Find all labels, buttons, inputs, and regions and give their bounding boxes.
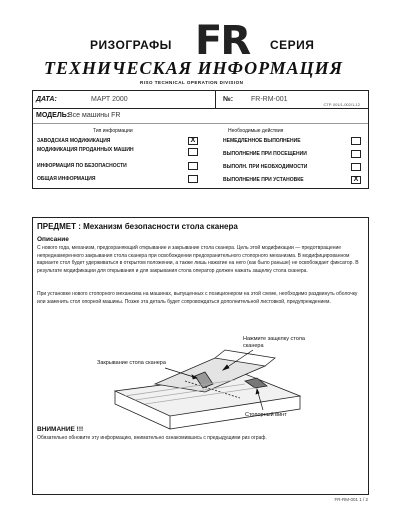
model-value: Все машины FR xyxy=(68,112,121,119)
subject-title: ПРЕДМЕТ : Механизм безопасности стола сканера xyxy=(37,222,238,231)
date-value: МАРТ 2000 xyxy=(91,96,128,103)
action-checkbox-visit[interactable] xyxy=(351,150,361,158)
type-checkbox-factory[interactable]: X xyxy=(188,137,198,145)
type-label-safety: ИНФОРМАЦИЯ ПО БЕЗОПАСНОСТИ xyxy=(37,163,127,169)
number-value: FR-RM-001 xyxy=(251,96,288,103)
fr-logo: FR xyxy=(195,18,250,64)
info-type-box xyxy=(33,123,368,188)
action-checkbox-install[interactable]: X xyxy=(351,176,361,184)
action-label-install: ВЫПОЛНЕНИЕ ПРИ УСТАНОВКЕ xyxy=(223,177,304,183)
subject-section xyxy=(32,217,369,495)
type-checkbox-safety[interactable] xyxy=(188,162,198,170)
model-row xyxy=(33,109,368,123)
info-type-header: Тип информации xyxy=(93,128,133,134)
date-row xyxy=(33,91,368,109)
type-label-general: ОБЩАЯ ИНФОРМАЦИЯ xyxy=(37,176,96,182)
date-divider xyxy=(215,91,216,109)
action-label-visit: ВЫПОЛНЕНИЕ ПРИ ПОСЕЩЕНИИ xyxy=(223,151,307,157)
doc-info-frame xyxy=(32,90,369,189)
figure-label-stop-screw: Стопорный винт xyxy=(245,412,287,418)
number-label: №: xyxy=(223,96,234,103)
type-checkbox-sold[interactable] xyxy=(188,148,198,156)
figure-label-closing: Закрывание стола сканера xyxy=(97,360,166,366)
figure-label-press-latch: Нажмите защелку стола сканера xyxy=(243,336,305,349)
action-checkbox-needed[interactable] xyxy=(351,163,361,171)
attention-text: Обязательно обновите эту информацию, внимательно ознакомившись с предыдущими риз ограф. xyxy=(37,435,267,441)
model-label: МОДЕЛЬ: xyxy=(36,112,70,119)
type-label-factory: ЗАВОДСКАЯ МОДИФИКАЦИЯ xyxy=(37,138,111,144)
page-subtitle: RISO TECHNICAL OPERATION DIVISION xyxy=(140,80,244,85)
page-footer: FR-RM-001 1 / 2 xyxy=(334,497,368,502)
series-right-label: СЕРИЯ xyxy=(270,38,315,52)
page-title: ТЕХНИЧЕСКАЯ ИНФОРМАЦИЯ xyxy=(44,58,344,78)
series-left-label: РИЗОГРАФЫ xyxy=(90,38,172,52)
page-range: СТР. 001/1-002/1-12 xyxy=(323,102,360,107)
date-label: ДАТА: xyxy=(36,96,57,103)
action-label-needed: ВЫПОЛН. ПРИ НЕОБХОДИМОСТИ xyxy=(223,164,308,170)
document-header xyxy=(0,0,400,90)
action-label-immediate: НЕМЕДЛЕННОЕ ВЫПОЛНЕНИЕ xyxy=(223,138,301,144)
scanner-table-illustration xyxy=(95,336,315,431)
type-label-sold: МОДИФИКАЦИЯ ПРОДАННЫХ МАШИН xyxy=(37,147,134,153)
installation-paragraph: При установке нового стопорного механизма на машинах, выпущенных с позиционером на этой схеме, необходимо раздвинуть оболочку или заменить стол опорной машины. Позже эта деталь будет сопровождаться дополнительной листовкой, предупреждением. xyxy=(37,291,358,305)
action-checkbox-immediate[interactable] xyxy=(351,137,361,145)
action-header: Необходимые действия xyxy=(228,128,284,134)
attention-heading: ВНИМАНИЕ !!! xyxy=(37,426,84,433)
description-text: С нового года, механизм, предохраняющий открывание и закрывание стола сканера. Цель этой модификации — предотвращение непреднамеренного закрывания стола сканера при освобождении предохранительного стопорного механизма. В модифицированном варианте стол будет удерживаться в открытом положении, а также лишь нажатие на него (как было раньше) не освобождает фиксатор. В результате модификации для открывания и для закрывания стола оператор должен нажать защелку стола сканера. xyxy=(37,245,359,274)
description-heading: Описание xyxy=(37,236,69,243)
type-checkbox-general[interactable] xyxy=(188,175,198,183)
